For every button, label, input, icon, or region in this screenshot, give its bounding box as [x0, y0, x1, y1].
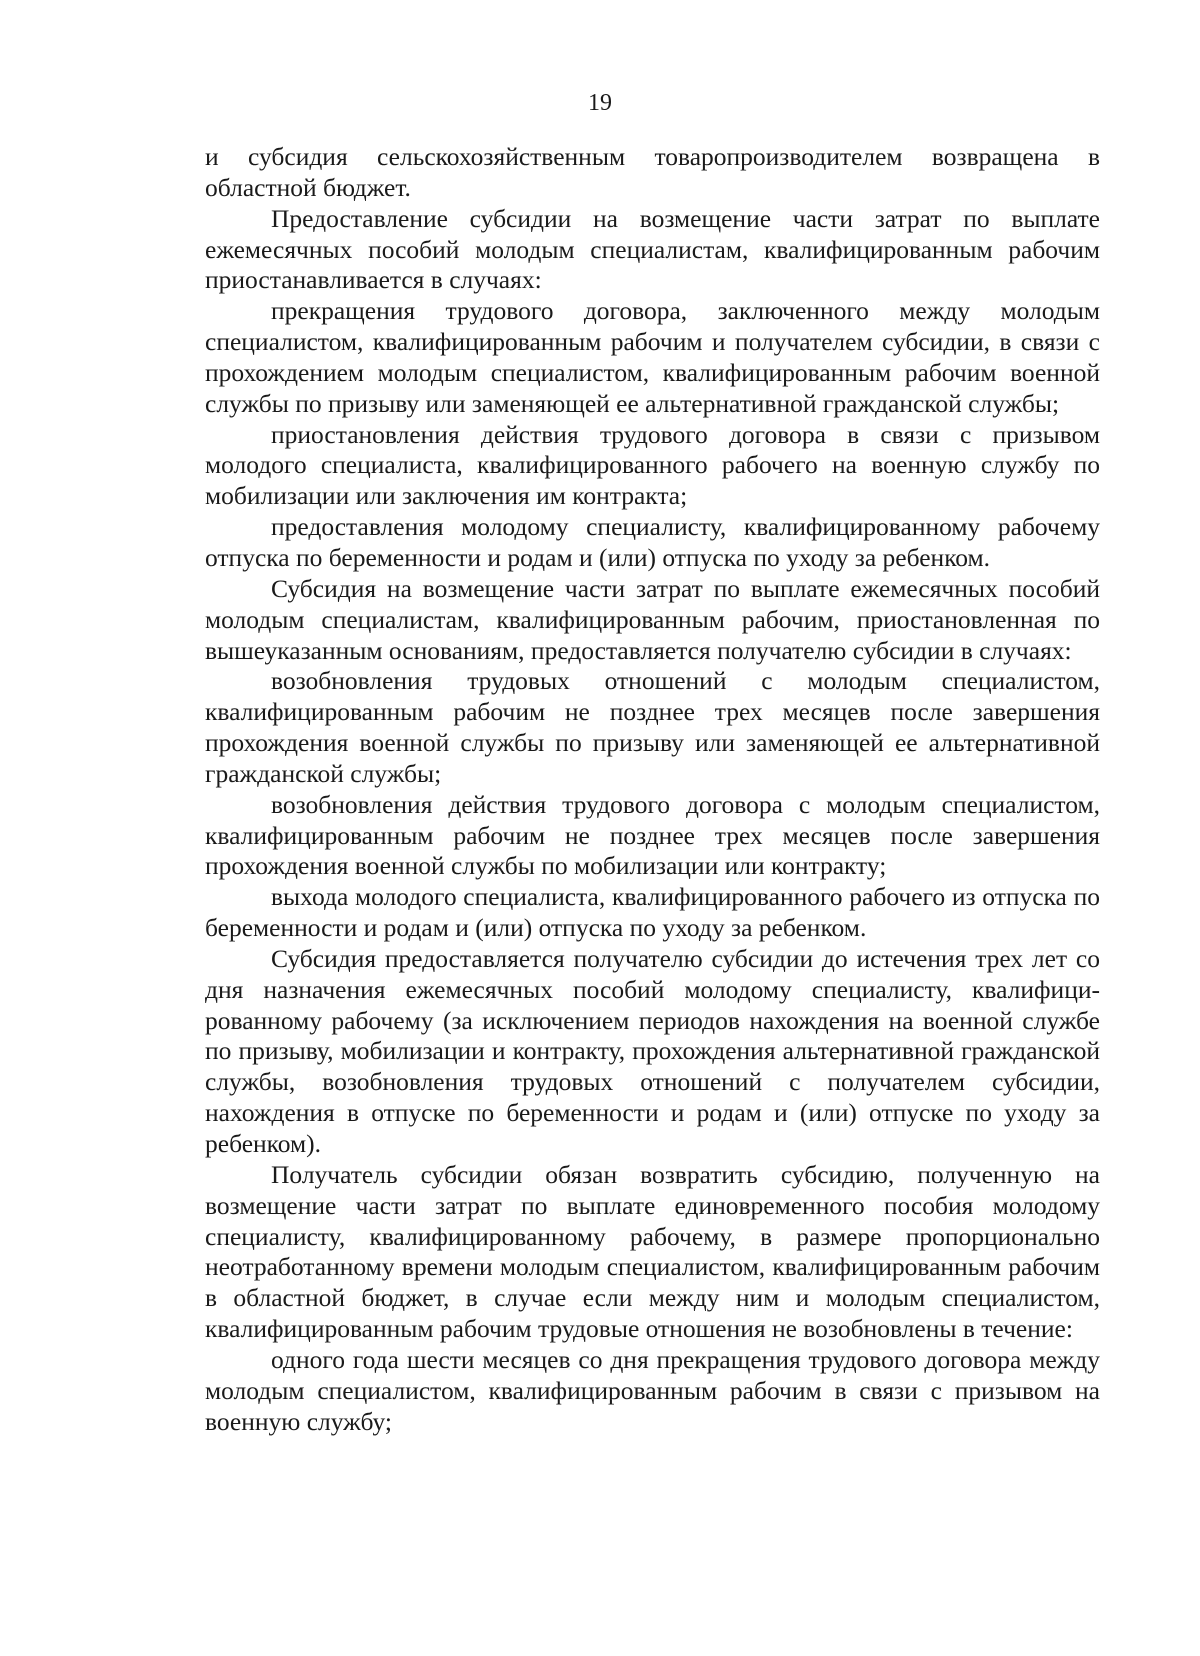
paragraph: Получатель субсидии обязан возвратить субсидию, полученную на возмещение части затрат по выплате единовременного пособия молодому специалисту, квалифицированному рабочему, в размере пропорционально неотработанному времени молодым специалистом, квалифицированным рабочим в областной бюджет, в случае если между ним и молодым специалистом, квалифицированным рабочим трудовые отношения не возобновлены в течение: [205, 1159, 1100, 1344]
page-number: 19 [588, 90, 612, 116]
paragraph: прекращения трудового договора, заключенного между молодым специалистом, квалифицированным рабочим и получателем субсидии, в связи с прохождением молодым специалистом, квалифицированным рабочим военной службы по призыву или заменяющей ее альтернативной гражданской службы; [205, 296, 1100, 418]
paragraph: выхода молодого специалиста, квалифицированного рабочего из отпуска по беременности и родам и (или) отпуска по уходу за ребенком. [205, 882, 1100, 943]
paragraph: возобновления трудовых отношений с молодым специалистом, квалифицированным рабочим не позднее трех месяцев после завершения прохождения военной службы по призыву или заменяющей ее альтернативной гражданской службы; [205, 666, 1100, 788]
paragraph: Субсидия на возмещение части затрат по выплате ежемесячных пособий молодым специалистам, квалифицированным рабочим, приостановленная по вышеуказанным основаниям, предоставляется получателю субсидии в случаях: [205, 573, 1100, 665]
paragraph: и субсидия сельскохозяйственным товаропроизводителем возвращена в областной бюджет. [205, 142, 1100, 202]
paragraph: возобновления действия трудового договора с молодым специалистом, квалифицированным рабочим не позднее трех месяцев после завершения прохождения военной службы по мобилизации или контракту; [205, 789, 1100, 881]
paragraph: Субсидия предоставляется получателю субсидии до истечения трех лет со дня назначения ежемесячных пособий молодому специалисту, квалифицированному рабочему (за исключением периодов нахождения на военной службе по призыву, мобилизации и контракту, прохождения альтернативной гражданской службы, возобновления трудовых отношений с получателем субсидии, нахождения в отпуске по беременности и родам и (или) отпуске по уходу за ребенком). [205, 943, 1100, 1158]
paragraph: одного года шести месяцев со дня прекращения трудового договора между молодым специалистом, квалифицированным рабочим в связи с призывом на военную службу; [205, 1344, 1100, 1436]
paragraph: приостановления действия трудового договора в связи с призывом молодого специалиста, квалифицированного рабочего на военную службу по мобилизации или заключения им контракта; [205, 419, 1100, 511]
paragraph: предоставления молодому специалисту, квалифицированному рабочему отпуска по беременности и родам и (или) отпуска по уходу за ребенком. [205, 512, 1100, 572]
paragraph: Предоставление субсидии на возмещение части затрат по выплате ежемесячных пособий молодым специалистам, квалифицированным рабочим приостанавливается в случаях: [205, 203, 1100, 295]
document-body [205, 142, 1100, 1437]
